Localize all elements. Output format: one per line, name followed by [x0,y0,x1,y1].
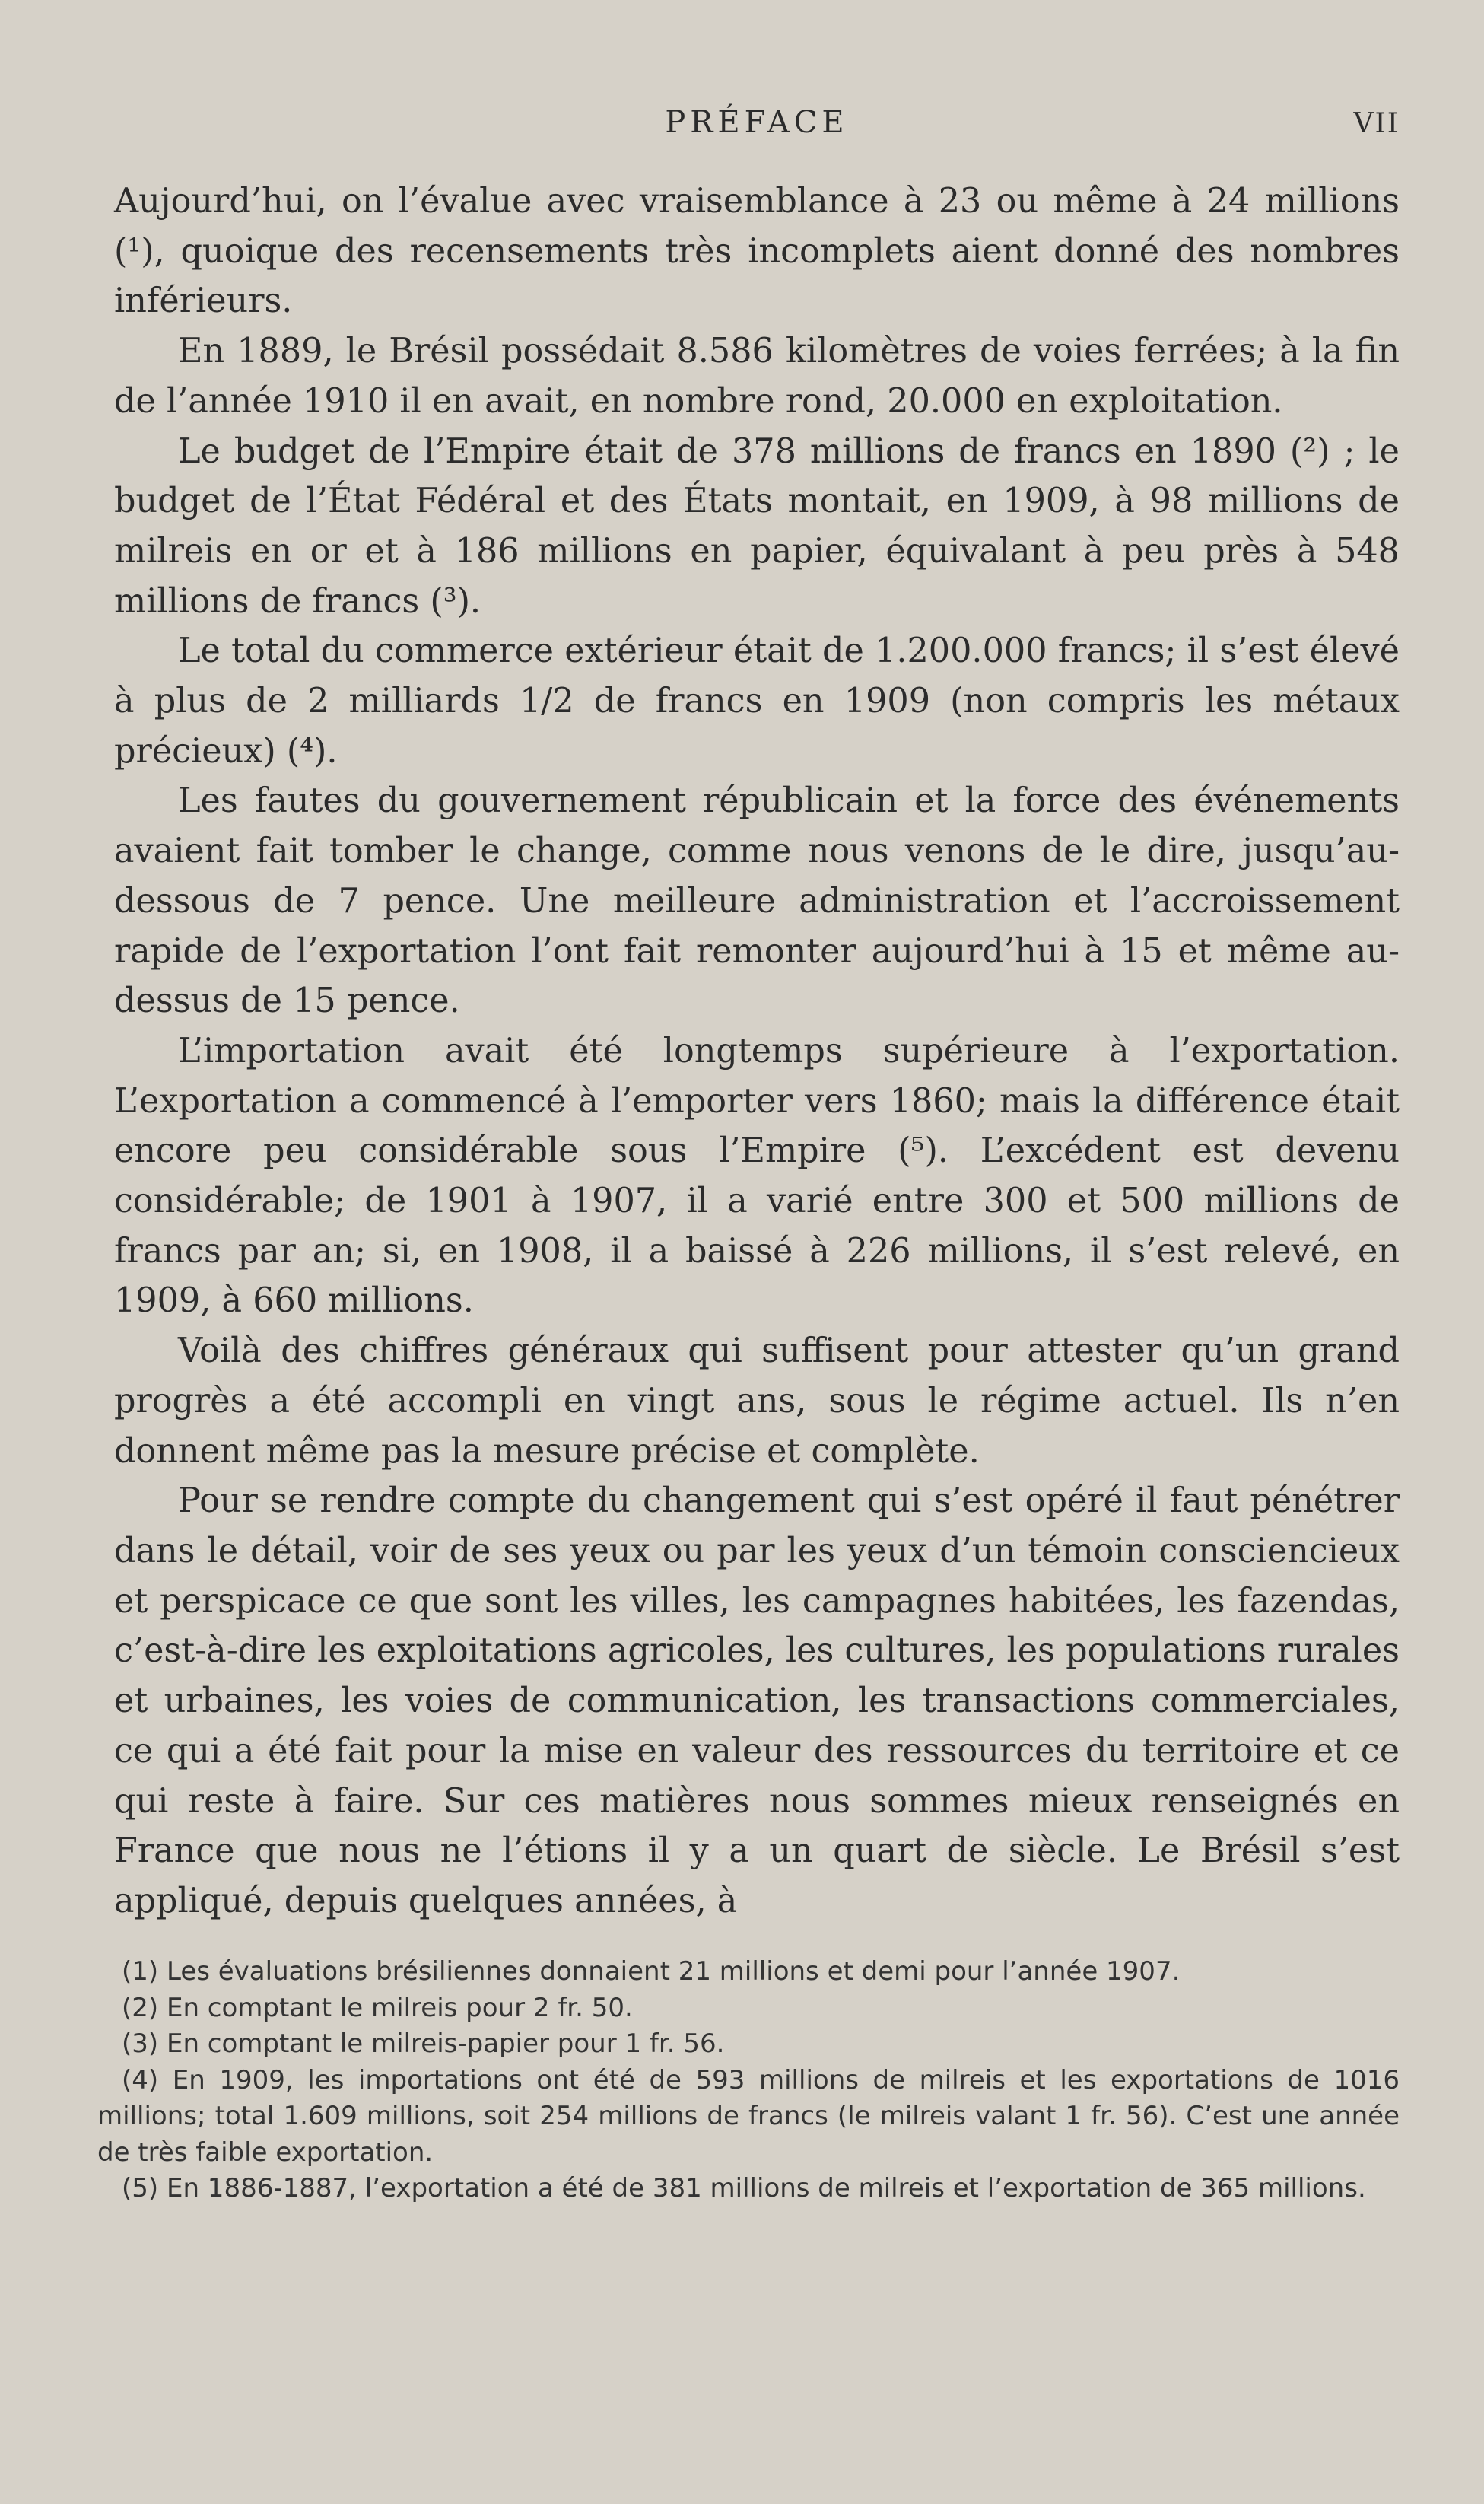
footnote: (1) Les évaluations brésiliennes donnaient 21 millions et demi pour l’année 1907. [122,1956,1181,1987]
running-title: PRÉFACE [665,105,849,140]
footnotes [97,1954,1400,2207]
footnote: (2) En comptant le milreis pour 2 fr. 50. [122,1992,633,2023]
footnote: (4) En 1909, les importations ont été de 593 millions de milreis et les exportations de 1016 millions; total 1.609 millions, soit 254 millions de francs (le milreis valant 1 fr. 56). C’est une année de très faible exportation. [97,2064,1400,2168]
footnote: (5) En 1886-1887, l’exportation a été de 381 millions de milreis et l’exportation de 365 millions. [122,2173,1366,2203]
main-text [114,177,1400,1927]
paragraph: Voilà des chiffres généraux qui suffisent pour attester qu’un grand progrès a été accompli en vingt ans, sous le régime actuel. Ils n’en donnent même pas la mesure précise et complète. [114,1332,1400,1471]
page-header [114,105,1400,151]
paragraph: Les fautes du gouvernement républicain et la force des événements avaient fait tomber le change, comme nous venons de le dire, jusqu’au-dessous de 7 pence. Une meilleure administration et l’accroissement rapide de l’exportation l’ont fait remonter aujourd’hui à 15 et même au-dessus de 15 pence. [114,781,1400,1021]
paragraph: Le budget de l’Empire était de 378 millions de francs en 1890 (²) ; le budget de l’État Fédéral et des États montait, en 1909, à 98 millions de milreis en or et à 186 millions en papier, équivalant à peu près à 548 millions de francs (³). [114,431,1400,621]
footnote: (3) En comptant le milreis-papier pour 1 fr. 56. [122,2028,725,2059]
paragraph: Pour se rendre compte du changement qui s’est opéré il faut pénétrer dans le détail, voir de ses yeux ou par les yeux d’un témoin consciencieux et perspicace ce que sont les villes, les campagnes habitées, les fazendas, c’est-à-dire les exploitations agricoles, les cultures, les populations rurales et urbaines, les voies de communication, les transactions commerciales, ce qui a été fait pour la mise en valeur des ressources du territoire et ce qui reste à faire. Sur ces matières nous sommes mieux renseignés en France que nous ne l’étions il y a un quart de siècle. Le Brésil s’est appliqué, depuis quelques années, à [114,1481,1400,1920]
paragraph: Aujourd’hui, on l’évalue avec vraisemblance à 23 ou même à 24 millions (¹), quoique des recensements très incomplets aient donné des nombres inférieurs. [114,182,1400,321]
paragraph: L’importation avait été longtemps supérieure à l’exportation. L’exportation a commencé à l’emporter vers 1860; mais la différence était encore peu considérable sous l’Empire (⁵). L’excédent est devenu considérable; de 1901 à 1907, il a varié entre 300 et 500 millions de francs par an; si, en 1908, il a baissé à 226 millions, il s’est relevé, en 1909, à 660 millions. [114,1031,1400,1321]
paragraph: Le total du commerce extérieur était de 1.200.000 francs; il s’est élevé à plus de 2 milliards 1/2 de francs en 1909 (non compris les métaux précieux) (⁴). [114,632,1400,771]
paragraph: En 1889, le Brésil possédait 8.586 kilomètres de voies ferrées; à la fin de l’année 1910 il en avait, en nombre rond, 20.000 en exploitation. [114,332,1400,421]
page-number: VII [1353,108,1400,139]
